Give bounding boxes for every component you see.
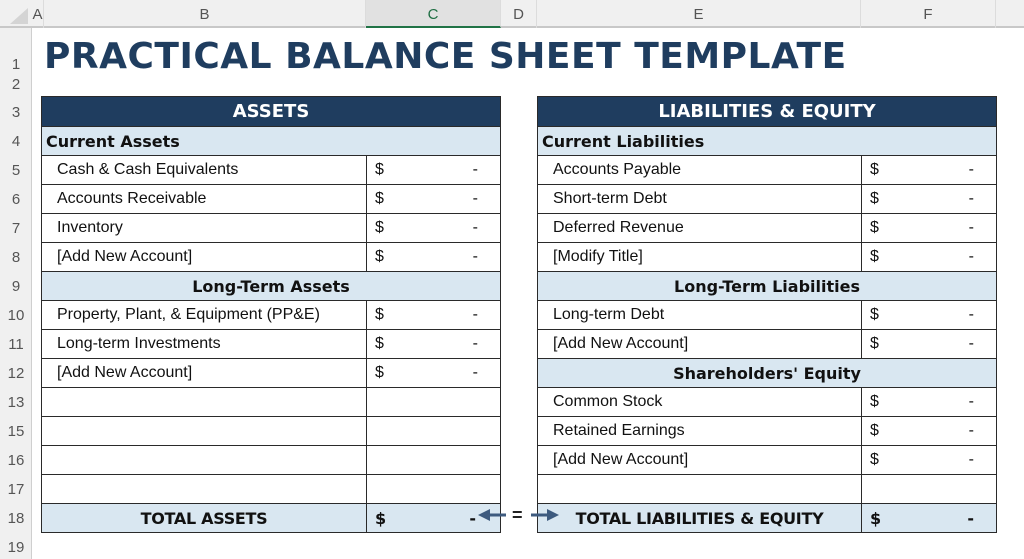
select-all-corner[interactable] xyxy=(0,0,32,28)
row-header[interactable]: 9 xyxy=(11,278,21,295)
table-row[interactable] xyxy=(42,242,500,271)
table-row[interactable] xyxy=(42,358,500,387)
row-header[interactable]: 1 xyxy=(11,56,21,73)
total-liabilities-equity-label[interactable]: TOTAL LIABILITIES & EQUITY xyxy=(538,504,862,532)
amount-value: - xyxy=(472,190,478,207)
row-header[interactable]: 19 xyxy=(7,539,25,556)
amount-cell[interactable] xyxy=(367,330,500,358)
empty-cell[interactable] xyxy=(42,475,367,503)
account-label[interactable]: Inventory xyxy=(42,214,367,242)
currency-symbol: $ xyxy=(870,190,879,207)
table-row[interactable] xyxy=(538,445,996,474)
column-header-a[interactable]: A xyxy=(32,0,44,28)
account-label[interactable]: [Add New Account] xyxy=(538,446,862,474)
select-all-triangle-icon xyxy=(10,8,28,24)
page-title[interactable]: PRACTICAL BALANCE SHEET TEMPLATE xyxy=(44,36,847,77)
amount-cell[interactable] xyxy=(862,156,996,184)
currency-symbol: $ xyxy=(375,306,384,323)
amount-value: - xyxy=(472,335,478,352)
empty-row[interactable] xyxy=(42,416,500,445)
currency-symbol: $ xyxy=(375,190,384,207)
currency-symbol: $ xyxy=(870,248,879,265)
liabilities-equity-header[interactable]: LIABILITIES & EQUITY xyxy=(538,97,996,126)
empty-cell[interactable] xyxy=(42,446,367,474)
account-label[interactable]: Accounts Payable xyxy=(538,156,862,184)
amount-cell[interactable] xyxy=(367,359,500,387)
currency-symbol: $ xyxy=(375,219,384,236)
row-header[interactable]: 2 xyxy=(11,76,21,93)
empty-cell[interactable] xyxy=(367,446,500,474)
long-term-assets-subheader[interactable]: Long-Term Assets xyxy=(42,271,500,300)
row-header[interactable]: 3 xyxy=(11,104,21,121)
amount-value: - xyxy=(968,306,974,323)
current-liabilities-subheader[interactable]: Current Liabilities xyxy=(538,126,996,155)
account-label[interactable]: [Modify Title] xyxy=(538,243,862,271)
account-label[interactable]: Accounts Receivable xyxy=(42,185,367,213)
table-row[interactable] xyxy=(538,300,996,329)
table-row[interactable] xyxy=(42,155,500,184)
empty-row[interactable] xyxy=(42,387,500,416)
currency-symbol: $ xyxy=(375,248,384,265)
assets-header[interactable]: ASSETS xyxy=(42,97,500,126)
amount-value: - xyxy=(967,508,974,528)
account-label[interactable]: Deferred Revenue xyxy=(538,214,862,242)
currency-symbol: $ xyxy=(870,451,879,468)
currency-symbol: $ xyxy=(375,161,384,178)
arrow-right-icon xyxy=(529,508,559,522)
currency-symbol: $ xyxy=(870,335,879,352)
row-header[interactable]: 11 xyxy=(8,336,24,353)
long-term-liabilities-subheader[interactable]: Long-Term Liabilities xyxy=(538,271,996,300)
total-assets-label[interactable]: TOTAL ASSETS xyxy=(42,504,367,532)
account-label[interactable]: Retained Earnings xyxy=(538,417,862,445)
liabilities-equity-table xyxy=(537,96,997,533)
row-header[interactable]: 16 xyxy=(7,452,25,469)
row-header[interactable]: 4 xyxy=(11,133,21,150)
account-label[interactable]: Short-term Debt xyxy=(538,185,862,213)
currency-symbol: $ xyxy=(375,508,387,528)
row-header[interactable]: 15 xyxy=(7,423,25,440)
row-header[interactable]: 17 xyxy=(7,481,25,498)
amount-cell[interactable] xyxy=(862,388,996,416)
amount-cell[interactable] xyxy=(862,417,996,445)
table-row[interactable] xyxy=(538,213,996,242)
table-row[interactable] xyxy=(538,329,996,358)
empty-cell[interactable] xyxy=(367,417,500,445)
account-label[interactable]: [Add New Account] xyxy=(42,359,367,387)
empty-row[interactable] xyxy=(538,474,996,503)
currency-symbol: $ xyxy=(870,422,879,439)
total-assets-row[interactable] xyxy=(42,503,500,532)
account-label[interactable]: [Add New Account] xyxy=(42,243,367,271)
account-label[interactable]: [Add New Account] xyxy=(538,330,862,358)
amount-value: - xyxy=(469,508,476,528)
amount-value: - xyxy=(968,190,974,207)
amount-cell[interactable] xyxy=(862,446,996,474)
empty-cell[interactable] xyxy=(367,475,500,503)
empty-cell[interactable] xyxy=(367,388,500,416)
table-row[interactable] xyxy=(538,155,996,184)
row-header[interactable]: 18 xyxy=(7,510,25,527)
table-row[interactable] xyxy=(538,416,996,445)
amount-cell[interactable] xyxy=(862,330,996,358)
amount-cell[interactable] xyxy=(367,301,500,329)
row-header[interactable]: 10 xyxy=(7,307,25,324)
amount-cell[interactable] xyxy=(862,214,996,242)
amount-value: - xyxy=(472,364,478,381)
table-row[interactable] xyxy=(538,184,996,213)
amount-value: - xyxy=(968,422,974,439)
account-label[interactable]: Common Stock xyxy=(538,388,862,416)
amount-cell[interactable] xyxy=(367,214,500,242)
row-header[interactable]: 12 xyxy=(7,365,25,382)
currency-symbol: $ xyxy=(870,219,879,236)
shareholders-equity-subheader[interactable]: Shareholders' Equity xyxy=(538,358,996,387)
account-label[interactable]: Long-term Investments xyxy=(42,330,367,358)
empty-row[interactable] xyxy=(42,474,500,503)
empty-cell[interactable] xyxy=(538,475,862,503)
amount-value: - xyxy=(968,219,974,236)
column-header-f[interactable]: F xyxy=(861,0,996,28)
table-row[interactable] xyxy=(538,387,996,416)
table-row[interactable] xyxy=(42,300,500,329)
account-label[interactable]: Cash & Cash Equivalents xyxy=(42,156,367,184)
amount-value: - xyxy=(968,248,974,265)
account-label[interactable]: Property, Plant, & Equipment (PP&E) xyxy=(42,301,367,329)
amount-value: - xyxy=(472,306,478,323)
row-header[interactable]: 6 xyxy=(11,191,21,208)
amount-cell[interactable] xyxy=(862,243,996,271)
table-row[interactable] xyxy=(538,242,996,271)
empty-cell[interactable] xyxy=(862,475,996,503)
total-liabilities-equity-amount[interactable] xyxy=(862,504,996,532)
amount-value: - xyxy=(472,161,478,178)
amount-value: - xyxy=(968,393,974,410)
currency-symbol: $ xyxy=(870,161,879,178)
currency-symbol: $ xyxy=(870,508,882,528)
currency-symbol: $ xyxy=(375,364,384,381)
empty-cell[interactable] xyxy=(42,388,367,416)
amount-value: - xyxy=(472,248,478,265)
equals-sign: = xyxy=(512,505,523,525)
amount-value: - xyxy=(472,219,478,236)
row-header[interactable]: 13 xyxy=(7,394,25,411)
column-header-c[interactable]: C xyxy=(366,0,501,28)
column-header-d[interactable]: D xyxy=(501,0,537,28)
amount-cell[interactable] xyxy=(367,156,500,184)
empty-row[interactable] xyxy=(42,445,500,474)
amount-value: - xyxy=(968,451,974,468)
column-header-b[interactable]: B xyxy=(44,0,366,28)
amount-cell[interactable] xyxy=(367,243,500,271)
currency-symbol: $ xyxy=(870,306,879,323)
currency-symbol: $ xyxy=(375,335,384,352)
column-header-e[interactable]: E xyxy=(537,0,861,28)
empty-cell[interactable] xyxy=(42,417,367,445)
account-label[interactable]: Long-term Debt xyxy=(538,301,862,329)
assets-table xyxy=(41,96,501,533)
amount-cell[interactable] xyxy=(862,185,996,213)
arrow-left-icon xyxy=(478,508,508,522)
amount-cell[interactable] xyxy=(367,185,500,213)
table-row[interactable] xyxy=(42,329,500,358)
row-header[interactable]: 5 xyxy=(11,162,21,179)
total-liabilities-equity-row[interactable] xyxy=(538,503,996,532)
currency-symbol: $ xyxy=(870,393,879,410)
current-assets-subheader[interactable]: Current Assets xyxy=(42,126,500,155)
amount-value: - xyxy=(968,335,974,352)
table-row[interactable] xyxy=(42,184,500,213)
row-header[interactable]: 8 xyxy=(11,249,21,266)
amount-value: - xyxy=(968,161,974,178)
table-row[interactable] xyxy=(42,213,500,242)
amount-cell[interactable] xyxy=(862,301,996,329)
row-header[interactable]: 7 xyxy=(11,220,21,237)
